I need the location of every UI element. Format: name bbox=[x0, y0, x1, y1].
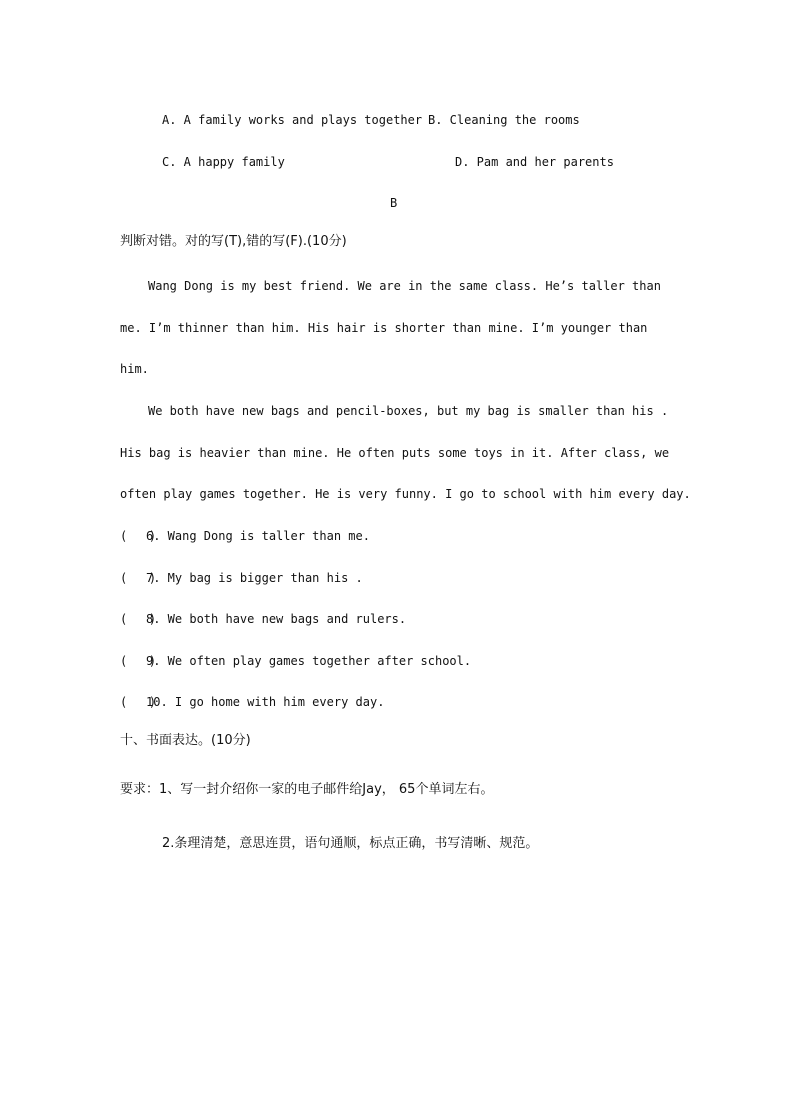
answer-blank[interactable]: ( ) bbox=[120, 695, 157, 709]
passage-line-5: His bag is heavier than mine. He often puts some toys in it. After class, we bbox=[120, 446, 670, 460]
question-text: 8. We both have new bags and rulers. bbox=[146, 612, 407, 626]
passage-line-4: We both have new bags and pencil-boxes, but my bag is smaller than his . bbox=[148, 404, 669, 418]
passage-line-2: me. I’m thinner than him. His hair is shorter than mine. I’m younger than bbox=[120, 321, 648, 335]
answer-blank[interactable]: ( ) bbox=[120, 529, 157, 543]
question-text: 10. I go home with him every day. bbox=[146, 695, 385, 709]
option-b: B. Cleaning the rooms bbox=[428, 113, 580, 127]
passage-line-3: him. bbox=[120, 362, 149, 376]
answer-blank[interactable]: ( ) bbox=[120, 571, 157, 585]
passage-line-6: often play games together. He is very funny. I go to school with him every day. bbox=[120, 487, 691, 501]
requirement-2: 2.条理清楚，意思连贯，语句通顺，标点正确，书写清晰、规范。 bbox=[162, 836, 539, 851]
section-ten-title: 十、书面表达。(10分) bbox=[120, 733, 251, 748]
answer-blank[interactable]: ( ) bbox=[120, 612, 157, 626]
question-8 bbox=[120, 611, 406, 627]
option-c: C. A happy family bbox=[162, 155, 285, 169]
passage-line-1: Wang Dong is my best friend. We are in the same class. He’s taller than bbox=[148, 279, 661, 293]
section-instruction: 判断对错。对的写(T),错的写(F).(10分) bbox=[120, 234, 347, 249]
question-text: 9. We often play games together after school. bbox=[146, 654, 472, 668]
question-10 bbox=[120, 694, 384, 710]
answer-blank[interactable]: ( ) bbox=[120, 654, 157, 668]
requirement-1: 要求：1、写一封介绍你一家的电子邮件给Jay， 65个单词左右。 bbox=[120, 782, 494, 797]
section-letter: B bbox=[390, 196, 398, 210]
option-d: D. Pam and her parents bbox=[455, 155, 614, 169]
question-7 bbox=[120, 570, 363, 586]
question-6 bbox=[120, 528, 370, 544]
question-9 bbox=[120, 653, 471, 669]
question-text: 6. Wang Dong is taller than me. bbox=[146, 529, 370, 543]
option-a: A. A family works and plays together bbox=[162, 113, 423, 127]
question-text: 7. My bag is bigger than his . bbox=[146, 571, 363, 585]
